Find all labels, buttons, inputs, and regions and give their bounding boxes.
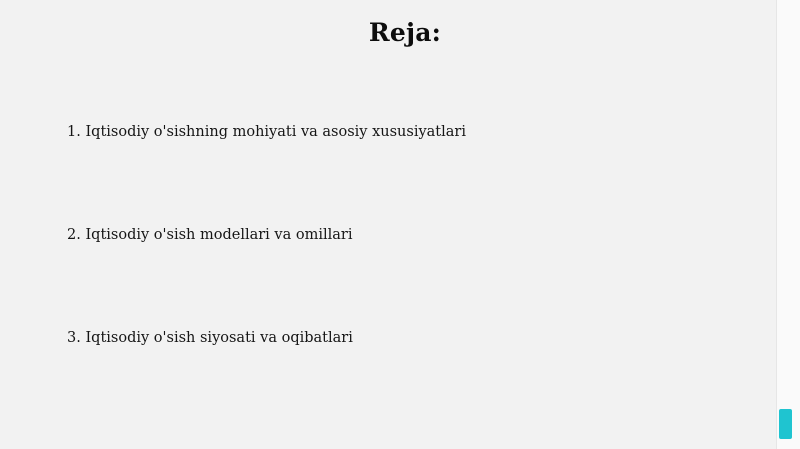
page-title: Reja: — [368, 18, 442, 47]
plan-item-1: 1. Iqtisodiy o'sishning mohiyati va asosiy xususiyatlari — [67, 124, 466, 140]
vertical-scrollbar[interactable] — [776, 0, 800, 449]
plan-item-2: 2. Iqtisodiy o'sish modellari va omillari — [67, 227, 353, 243]
plan-item-3: 3. Iqtisodiy o'sish siyosati va oqibatlari — [67, 330, 353, 346]
scrollbar-thumb[interactable] — [779, 409, 792, 439]
